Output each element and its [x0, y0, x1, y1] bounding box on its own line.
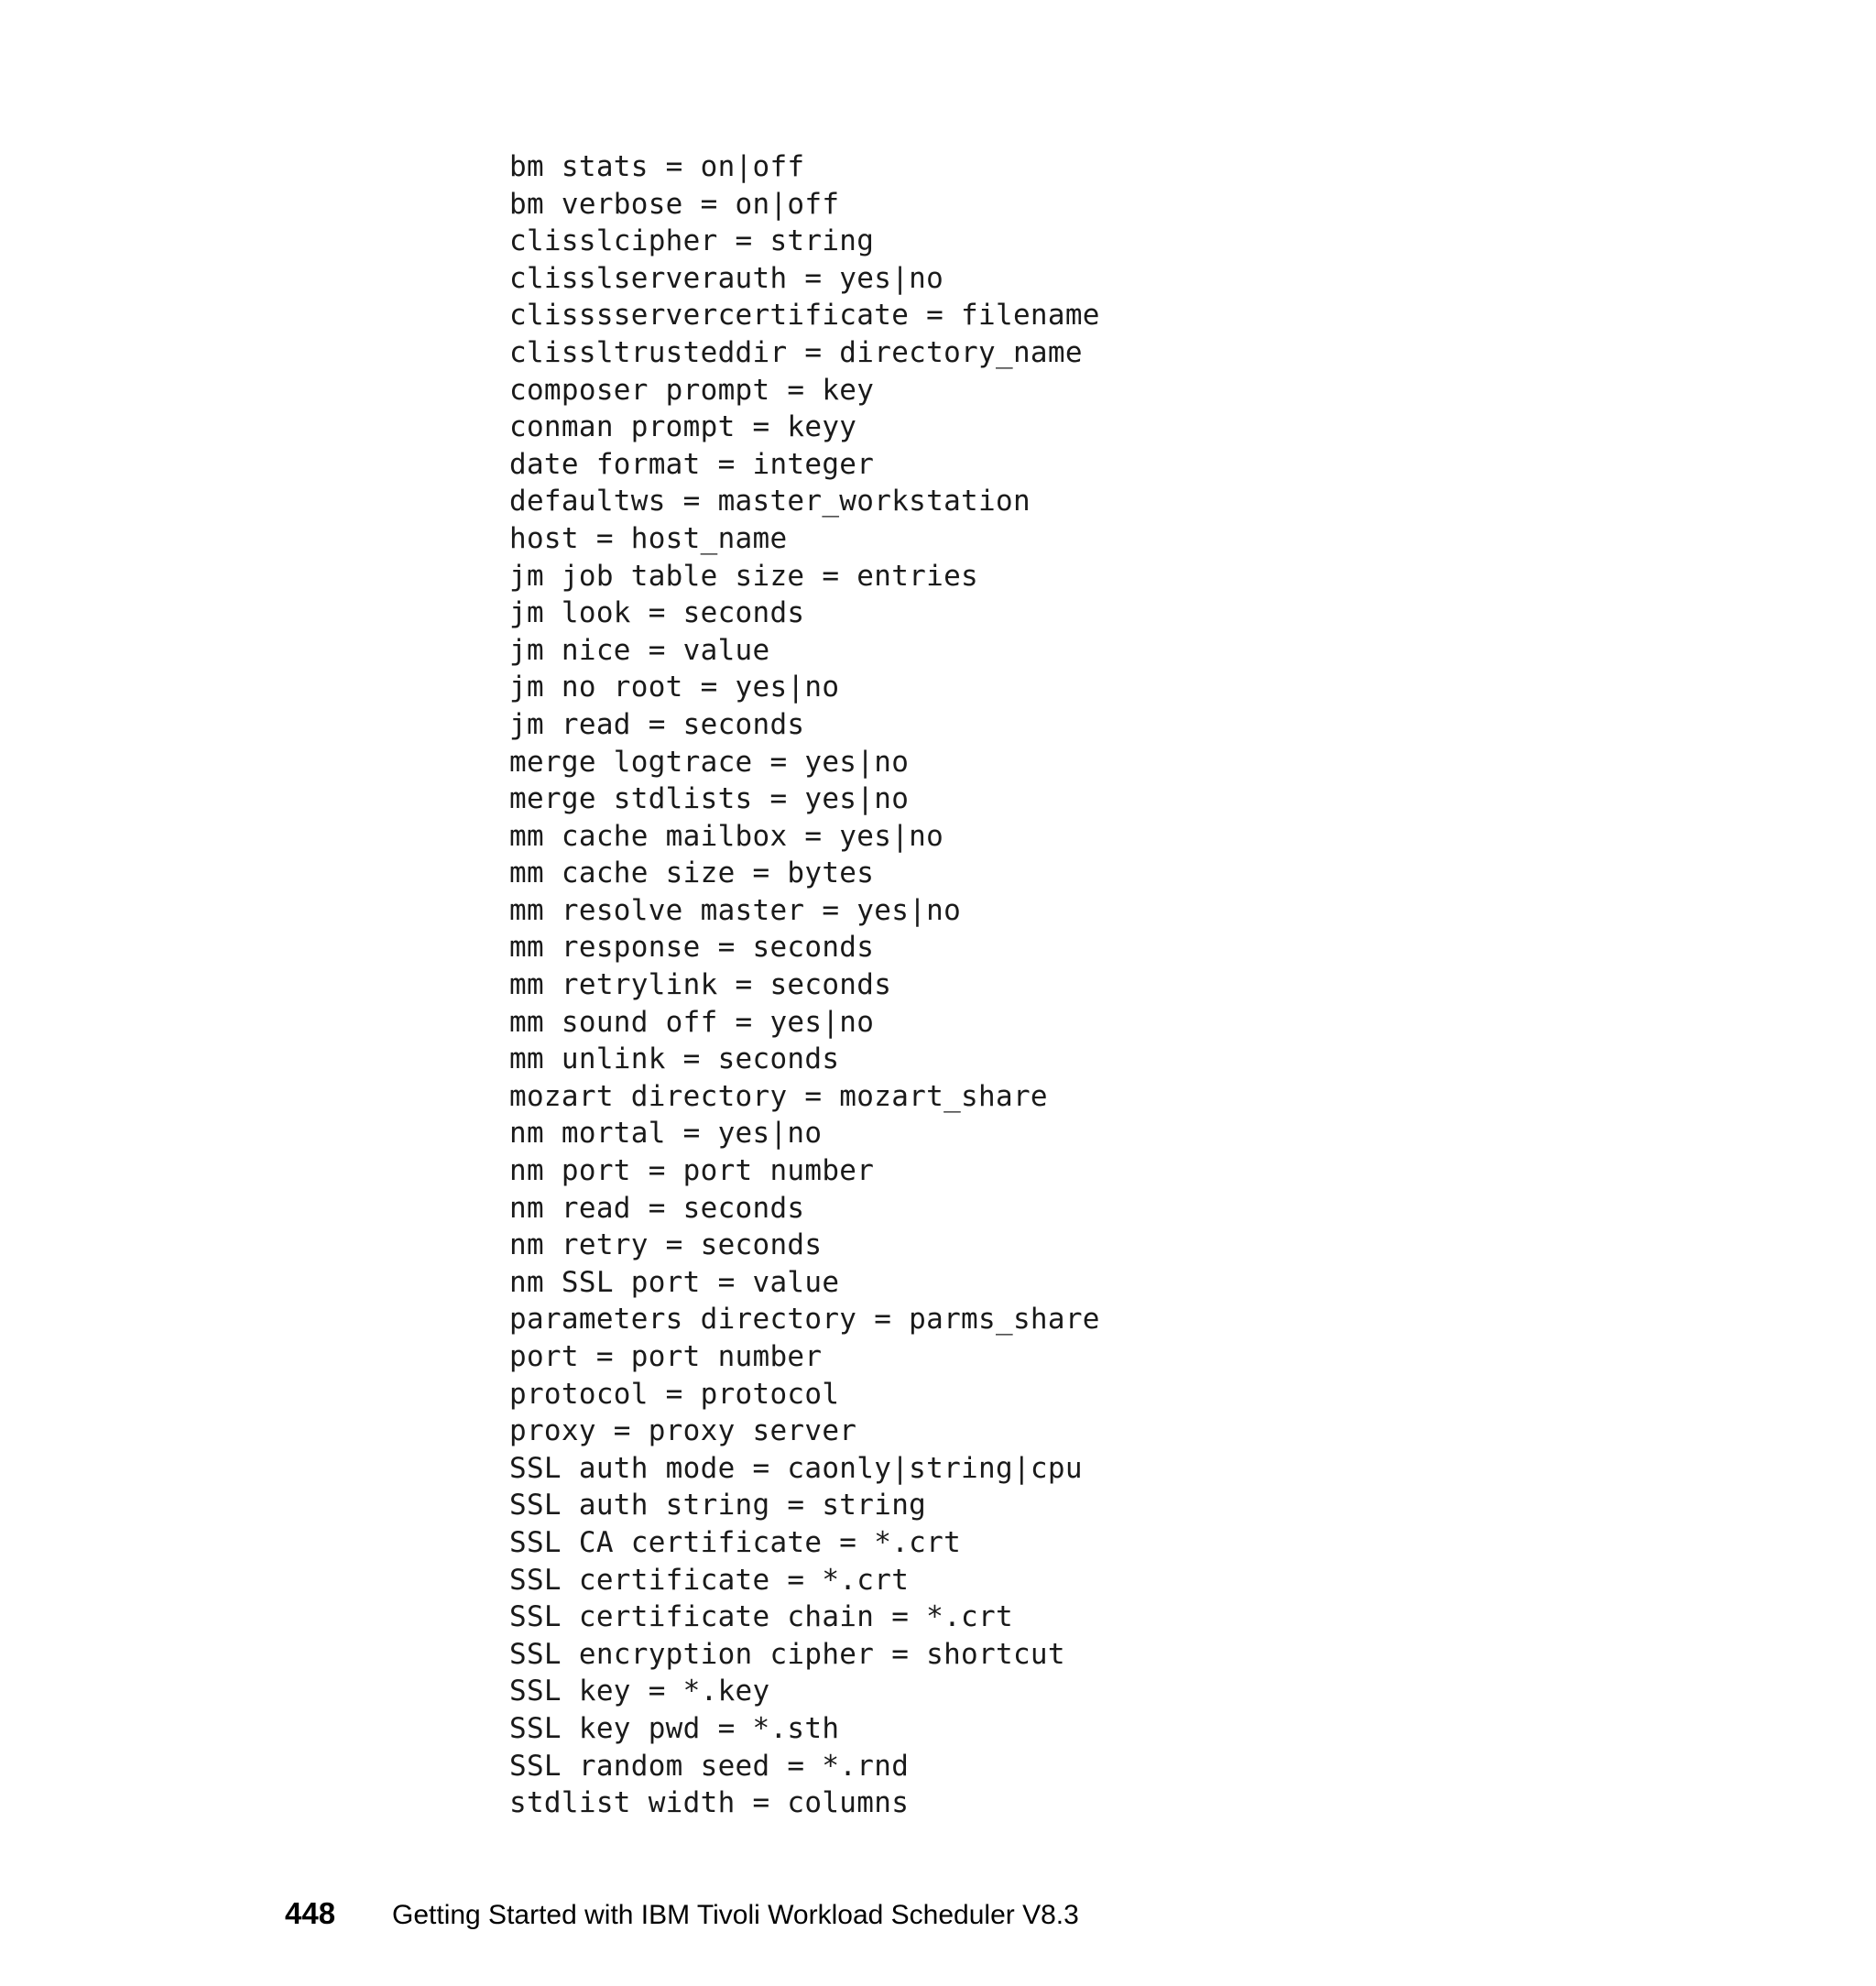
config-line: SSL random seed = *.rnd	[509, 1749, 910, 1783]
config-line: conman prompt = keyy	[509, 410, 857, 444]
config-line: SSL certificate chain = *.crt	[509, 1600, 1013, 1634]
config-listing	[509, 148, 1100, 1822]
config-line: merge logtrace = yes|no	[509, 745, 910, 779]
config-line: SSL encryption cipher = shortcut	[509, 1637, 1065, 1671]
config-line: defaultws = master_workstation	[509, 485, 1031, 518]
config-line: host = host_name	[509, 521, 788, 555]
page-number: 448	[285, 1896, 336, 1930]
config-line: port = port number	[509, 1340, 823, 1373]
config-line: jm no root = yes|no	[509, 671, 840, 704]
config-line: jm job table size = entries	[509, 559, 979, 593]
config-line: nm read = seconds	[509, 1191, 805, 1225]
config-line: composer prompt = key	[509, 373, 875, 407]
config-line: date format = integer	[509, 447, 875, 481]
config-line: protocol = protocol	[509, 1377, 840, 1411]
config-line: nm mortal = yes|no	[509, 1117, 823, 1151]
config-line: clisslcipher = string	[509, 224, 875, 258]
config-line: mozart directory = mozart_share	[509, 1079, 1048, 1113]
config-line: mm sound off = yes|no	[509, 1005, 875, 1039]
config-line: SSL certificate = *.crt	[509, 1563, 910, 1597]
config-line: jm read = seconds	[509, 707, 805, 741]
config-line: bm stats = on|off	[509, 150, 805, 183]
config-line: clisssservercertificate = filename	[509, 299, 1100, 333]
config-line: SSL auth string = string	[509, 1489, 927, 1522]
config-line: bm verbose = on|off	[509, 187, 840, 221]
config-line: mm response = seconds	[509, 931, 875, 965]
config-line: clissltrusteddir = directory_name	[509, 335, 1083, 369]
config-line: stdlist width = columns	[509, 1786, 910, 1820]
config-line: mm retrylink = seconds	[509, 968, 892, 1002]
config-line: nm SSL port = value	[509, 1265, 840, 1299]
config-line: SSL CA certificate = *.crt	[509, 1525, 962, 1559]
config-line: clisslserverauth = yes|no	[509, 261, 944, 295]
config-line: SSL auth mode = caonly|string|cpu	[509, 1451, 1083, 1485]
config-line: nm retry = seconds	[509, 1228, 823, 1262]
config-line: mm resolve master = yes|no	[509, 893, 962, 927]
config-line: nm port = port number	[509, 1154, 875, 1188]
config-line: SSL key = *.key	[509, 1675, 770, 1708]
config-line: mm cache mailbox = yes|no	[509, 819, 944, 853]
config-line: proxy = proxy server	[509, 1414, 857, 1448]
config-line: merge stdlists = yes|no	[509, 782, 910, 816]
config-line: SSL key pwd = *.sth	[509, 1711, 840, 1745]
config-line: mm unlink = seconds	[509, 1042, 840, 1076]
book-title: Getting Started with IBM Tivoli Workload Scheduler V8.3	[392, 1900, 1079, 1930]
config-line: jm nice = value	[509, 633, 770, 667]
config-line: parameters directory = parms_share	[509, 1303, 1100, 1337]
config-line: jm look = seconds	[509, 596, 805, 630]
page-footer	[285, 1896, 1079, 1931]
config-line: mm cache size = bytes	[509, 857, 875, 890]
